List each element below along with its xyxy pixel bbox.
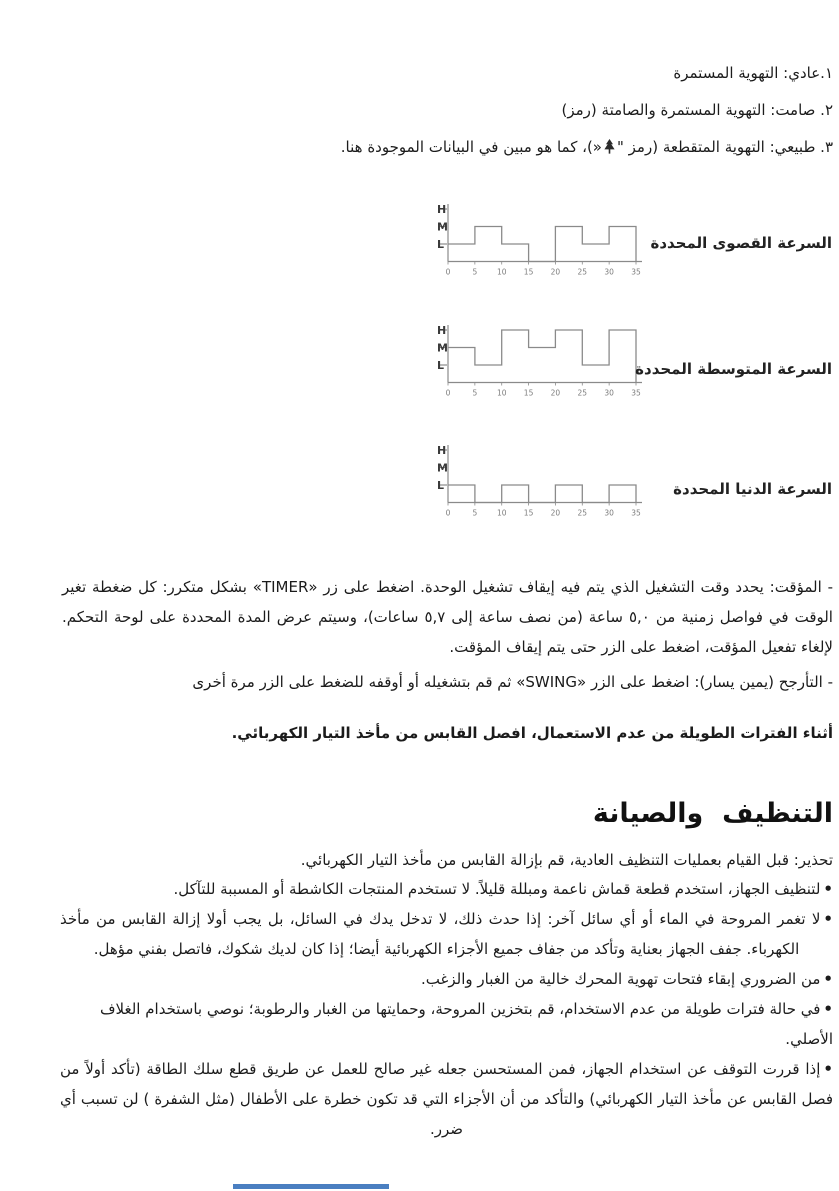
svg-text:H: H bbox=[437, 324, 447, 337]
svg-text:0: 0 bbox=[445, 388, 451, 398]
mode-item-natural-text-start: ٣. طبيعي: التهوية المتقطعة (رمز " bbox=[616, 138, 833, 156]
svg-text:35: 35 bbox=[631, 508, 641, 518]
speed-chart-min bbox=[420, 438, 656, 524]
svg-text:H: H bbox=[437, 203, 447, 216]
svg-text:L: L bbox=[437, 479, 445, 492]
svg-text:35: 35 bbox=[631, 388, 641, 398]
swing-paragraph: - التأرجح (يمين يسار): اضغط على الزر «SWING» ثم قم بتشغيله أو أوقفه للضغط على الزر مرة أخرى bbox=[192, 673, 833, 691]
mode-item-silent: ٢. صامت: التهوية المستمرة والصامتة (رمز) bbox=[561, 101, 833, 119]
svg-text:20: 20 bbox=[550, 267, 561, 277]
svg-text:0: 0 bbox=[445, 508, 451, 518]
svg-text:35: 35 bbox=[631, 267, 641, 277]
svg-text:20: 20 bbox=[550, 508, 561, 518]
cleaning-bullet-3 bbox=[60, 964, 833, 994]
cleaning-bullet-2 bbox=[60, 904, 833, 964]
speed-chart-min-caption: السرعة الدنيا المحددة bbox=[673, 480, 832, 498]
svg-text:5: 5 bbox=[472, 267, 478, 277]
cleaning-bullet-5 bbox=[60, 1054, 833, 1144]
svg-text:25: 25 bbox=[577, 508, 588, 518]
svg-text:25: 25 bbox=[577, 388, 588, 398]
timer-paragraph: - المؤقت: يحدد وقت التشغيل الذي يتم فيه إيقاف تشغيل الوحدة. اضغط على زر «TIMER» بشكل متكرر: كل ضغطة تغير الوقت في فواصل زمنية من ٥,٠ ساعة (من نصف ساعة إلى ٥,٧ ساعات)، وسيتم عرض المدة المحددة على لوحة التحكم. لإلغاء تفعيل المؤقت، اضغط على الزر حتى يتم إيقاف المؤقت. bbox=[62, 578, 833, 656]
bullet-marker: • bbox=[823, 880, 833, 898]
svg-text:15: 15 bbox=[523, 388, 534, 398]
svg-text:10: 10 bbox=[496, 267, 507, 277]
svg-text:30: 30 bbox=[604, 267, 614, 277]
bullet-marker: • bbox=[823, 1000, 833, 1018]
mode-item-natural-text-end: «)، كما هو مبين في البيانات الموجودة هنا. bbox=[340, 138, 602, 156]
svg-text:0: 0 bbox=[445, 267, 451, 277]
cleaning-bullet-1 bbox=[60, 874, 833, 904]
svg-text:M: M bbox=[437, 220, 448, 234]
svg-text:20: 20 bbox=[550, 388, 561, 398]
cleaning-bullet-2-text: لا تغمر المروحة في الماء أو أي سائل آخر: إذا حدث ذلك، لا تدخل يدك في السائل، بل يجب أولا إزالة القابس من مأخذ الكهرباء. جفف الجهاز بعناية وتأكد من جفاف جميع الأجزاء الكهربائية أيضا؛ إذا كان لديك شكوك، فاتصل بفني مؤهل. bbox=[60, 910, 821, 958]
svg-text:30: 30 bbox=[604, 388, 614, 398]
svg-text:M: M bbox=[437, 341, 448, 355]
ventilation-modes-list bbox=[60, 64, 833, 177]
cleaning-bullet-5-text: إذا قررت التوقف عن استخدام الجهاز، فمن المستحسن جعله غير صالح للعمل عن طريق قطع سلك الطاقة (تأكد أولاً من فصل القابس عن مأخذ التيار الكهربائي) والتأكد من أن الأجزاء التي قد تكون خطرة على الأطفال (مثل الشفرة ) لن تسبب أي ضرر. bbox=[60, 1060, 833, 1138]
svg-text:H: H bbox=[437, 444, 447, 457]
speed-chart-medium-caption: السرعة المتوسطة المحددة bbox=[635, 360, 832, 378]
cleaning-bullet-4 bbox=[60, 994, 833, 1054]
tree-icon bbox=[604, 139, 615, 158]
svg-text:15: 15 bbox=[523, 508, 534, 518]
unuse-notice: أثناء الفترات الطويلة من عدم الاستعمال، افصل القابس من مأخذ التيار الكهربائي. bbox=[231, 724, 833, 742]
svg-text:30: 30 bbox=[604, 508, 614, 518]
svg-text:10: 10 bbox=[496, 508, 507, 518]
svg-text:M: M bbox=[437, 461, 448, 475]
cleaning-section-title: التنظيف والصيانة bbox=[592, 798, 833, 829]
mode-item-natural bbox=[60, 138, 833, 158]
cleaning-bullet-1-text: لتنظيف الجهاز، استخدم قطعة قماش ناعمة ومبللة قليلاً. لا تستخدم المنتجات الكاشطة أو المسببة للتآكل. bbox=[173, 880, 821, 898]
svg-text:5: 5 bbox=[472, 388, 478, 398]
mode-item-normal: ١.عادي: التهوية المستمرة bbox=[673, 64, 833, 82]
cleaning-bullet-4-text: في حالة فترات طويلة من عدم الاستخدام، قم بتخزين المروحة، وحمايتها من الغبار والرطوبة؛ نوصي باستخدام الغلاف الأصلي. bbox=[100, 1000, 833, 1048]
bullet-marker: • bbox=[823, 970, 833, 988]
svg-text:25: 25 bbox=[577, 267, 588, 277]
bullet-marker: • bbox=[823, 910, 833, 928]
svg-text:L: L bbox=[437, 359, 445, 372]
cleaning-bullet-3-text: من الضروري إبقاء فتحات تهوية المحرك خالية من الغبار والزغب. bbox=[421, 970, 821, 988]
bullet-marker: • bbox=[823, 1060, 833, 1078]
svg-text:5: 5 bbox=[472, 508, 478, 518]
cleaning-bullet-list bbox=[60, 874, 833, 1144]
cleaning-warning: تحذير: قبل القيام بعمليات التنظيف العادية، قم بإزالة القابس من مأخذ التيار الكهربائي. bbox=[300, 851, 833, 869]
svg-text:L: L bbox=[437, 238, 445, 251]
svg-text:15: 15 bbox=[523, 267, 534, 277]
footer-accent-bar bbox=[233, 1184, 389, 1189]
speed-chart-max bbox=[420, 197, 656, 283]
speed-chart-max-caption: السرعة القصوى المحددة bbox=[650, 234, 832, 252]
svg-text:10: 10 bbox=[496, 388, 507, 398]
speed-chart-medium bbox=[420, 318, 656, 404]
